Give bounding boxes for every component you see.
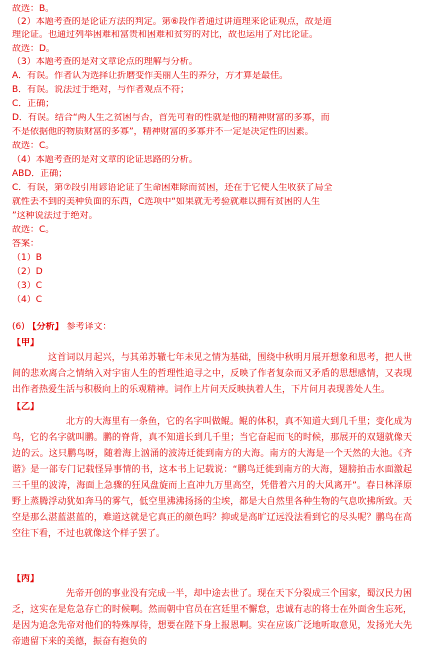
text-line: （4）C — [12, 295, 43, 305]
text-line: ABD．正确； — [12, 169, 68, 179]
translation-paragraph: 先帝开创的事业没有完成一半，却中途去世了。现在天下分裂成三个国家，蜀汉民力困乏，这实在是危急存亡的时候啊。然而朝中官员在宫廷里不懈怠，忠诚有志的将士在外面舍生忘死，是因为追念先帝对他们的特殊厚待，想要在陛下身上报恩啊。实在应该广泛地听取意见，发扬光大先帝遗留下来的美德，振奋有抱负的 — [12, 589, 412, 647]
question-number: (6) — [12, 322, 25, 332]
text-line: 故选：C。 — [12, 225, 55, 235]
text-line: （4）本题考查的是对文章的论证思路的分析。 — [12, 155, 198, 165]
text-line: 故选：D。 — [12, 44, 55, 54]
text-line: （2）本题考查的是论证方法的判定。第⑥段作者通过讲道理来论证观点，故是道 — [12, 17, 332, 27]
text-line: C．正确； — [12, 99, 55, 109]
text-line: 不是依据他的物质财富的多寡”，精神财富的多寡并不一定是决定性的因素。 — [12, 127, 314, 137]
analysis-label: 【分析】 — [27, 322, 64, 332]
section-label-bing: 【丙】 — [12, 574, 40, 584]
translation-paragraph: 这首词以月起兴，与其弟苏辙七年未见之情为基础，围绕中秋明月展开想象和思考，把人世间的悲欢离合之情纳入对宇宙人生的哲理性追寻之中，反映了作者复杂而又矛盾的思想感情，又表现出作者热爱生活与积极向上的乐观精神。词作上片问天反映执着人生，下片问月表现善处人生。 — [12, 353, 412, 395]
text-line: C．有误，第⑦段引用谚语论证了生命困难除而贫困，还在于它使人生收获了局全 — [12, 183, 333, 193]
text-line: 答案： — [12, 239, 40, 249]
text-line: 理论证。也通过列举困难和富贵和困难和贫穷的对比，故也运用了对比论证。 — [12, 30, 319, 40]
analysis-heading — [12, 322, 412, 333]
section-label-yi: 【乙】 — [12, 402, 40, 412]
section-label-jia: 【甲】 — [12, 338, 40, 348]
text-line: 就性丢不到的美种负面的东西，C选项中“如果就无考验就难以拥有贫困的人生 — [12, 197, 320, 207]
text-line: 故选：B。 — [12, 4, 55, 14]
text-line: （3）本题考查的是对文章论点的理解与分析。 — [12, 57, 198, 67]
text-line: B．有误。说法过于绝对，与作者观点不符； — [12, 85, 190, 95]
analysis-rest: 参考译文： — [66, 322, 112, 332]
text-line: A．有误。作者认为选择让折磨变作美丽人生的养分，方才算是最佳。 — [12, 71, 289, 81]
translation-paragraph: 北方的大海里有一条鱼，它的名字叫做鲲。鲲的体积，真不知道大到几千里；变化成为鸟，它的名字就叫鹏。鹏的脊背，真不知道长到几千里；当它奋起而飞的时候，那展开的双翅就像天边的云。这只鹏鸟呀，随着海上汹涌的波涛迁徙到南方的大海。南方的大海是一个天然的大池。《齐谐》是一部专门记载怪异事情的书，这本书上记载说：“鹏鸟迁徙到南方的大海，翅膀拍击水面激起三千里的波涛，海面上急骤的狂风盘旋而上直冲九万里高空，凭借着六月的大风离开”。春日林泽原野上蒸腾浮动犹如奔马的雾气，低空里沸沸扬扬的尘埃，都是大自然里各种生物的气息吹拂所致。天空是那么湛蓝湛蓝的，难道这就是它真正的颜色吗？抑或是高旷辽远没法看到它的尽头呢？鹏鸟在高空往下看，不过也就像这个样子罢了。 — [12, 417, 412, 539]
text-line: 故选：C。 — [12, 141, 55, 151]
text-line: D．有误。结合“两人生之贫困与否，首先可看的性就是他的精神财富的多寡，而 — [12, 113, 330, 123]
text-line: （3）C — [12, 281, 43, 291]
text-line: （2）D — [12, 267, 43, 277]
text-line: ”这种说法过于绝对。 — [12, 211, 98, 221]
text-line: （1）B — [12, 253, 42, 263]
